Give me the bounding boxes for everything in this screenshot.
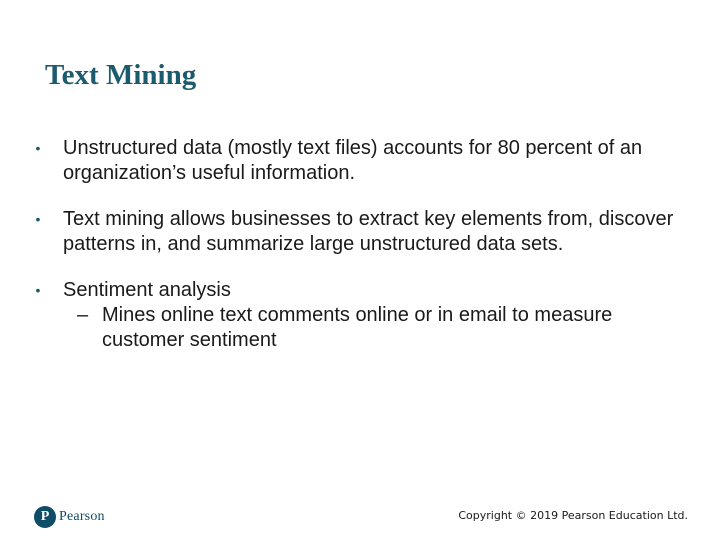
copyright-notice: Copyright © 2019 Pearson Education Ltd. <box>458 509 688 522</box>
bullet-text: Unstructured data (mostly text files) accounts for 80 percent of an organization’s useful information. <box>63 137 643 184</box>
bullet-item <box>27 207 687 257</box>
pearson-logo-icon: P <box>34 506 56 528</box>
sub-bullet-text: Mines online text comments online or in email to measure customer sentiment <box>102 304 613 351</box>
pearson-logo-text: Pearson <box>59 509 105 524</box>
bullet-text: Sentiment analysis <box>63 279 231 301</box>
sub-bullet-list <box>63 303 687 353</box>
sub-bullet-item <box>63 303 687 353</box>
dash-icon: – <box>76 304 89 326</box>
bullet-list <box>27 136 687 353</box>
bullet-dot-icon: • <box>35 211 41 227</box>
slide-title: Text Mining <box>45 59 197 91</box>
bullet-text: Text mining allows businesses to extract key elements from, discover patterns in, and summarize large unstructured data sets. <box>63 208 674 255</box>
pearson-logo <box>34 505 105 529</box>
bullet-dot-icon: • <box>35 140 41 156</box>
bullet-item <box>27 136 687 186</box>
bullet-dot-icon: • <box>35 282 41 298</box>
bullet-item <box>27 278 687 353</box>
